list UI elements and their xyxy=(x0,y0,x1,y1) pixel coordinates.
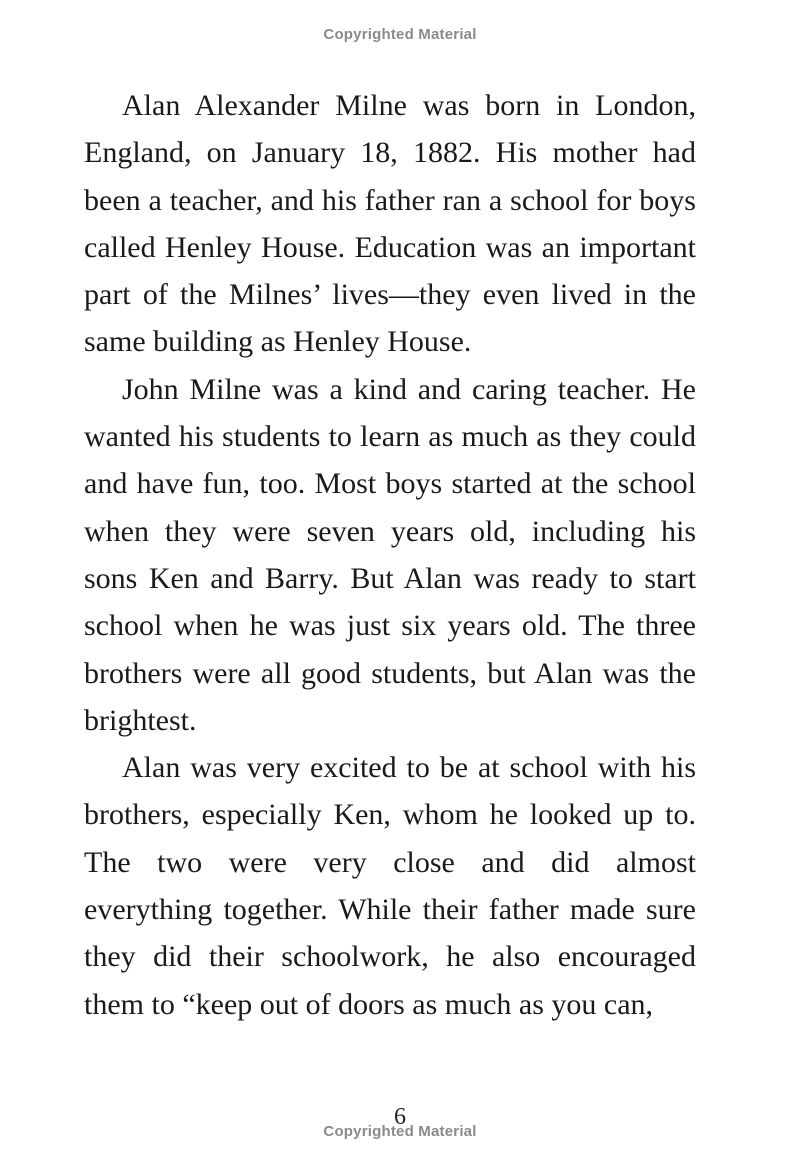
paragraph-2: John Milne was a kind and caring teacher. He wanted his students to learn as much as they could and have fun, too. Most boys started at the school when they were seven years old, including his sons Ken and Barry. But Alan was ready to start school when he was just six years old. The three brothers were all good students, but Alan was the brightest. xyxy=(84,372,696,737)
paragraph-1: Alan Alexander Milne was born in London, England, on January 18, 1882. His mother had been a teacher, and his father ran a school for boys called Henley House. Education was an important part of the Milnes’ lives—they even lived in the same building as Henley House. xyxy=(84,89,696,359)
copyright-watermark-top: Copyrighted Material xyxy=(323,26,477,43)
copyright-watermark-bottom: Copyrighted Material xyxy=(323,1123,477,1140)
page-number: 6 xyxy=(394,1104,406,1130)
paragraph-3: Alan was very excited to be at school with his brothers, especially Ken, whom he looked up to. The two were very close and did almost everything together. While their father made sure they did their schoolwork, he also encouraged them to “keep out of doors as much as you can, xyxy=(84,751,696,1021)
body-text xyxy=(84,82,696,1028)
